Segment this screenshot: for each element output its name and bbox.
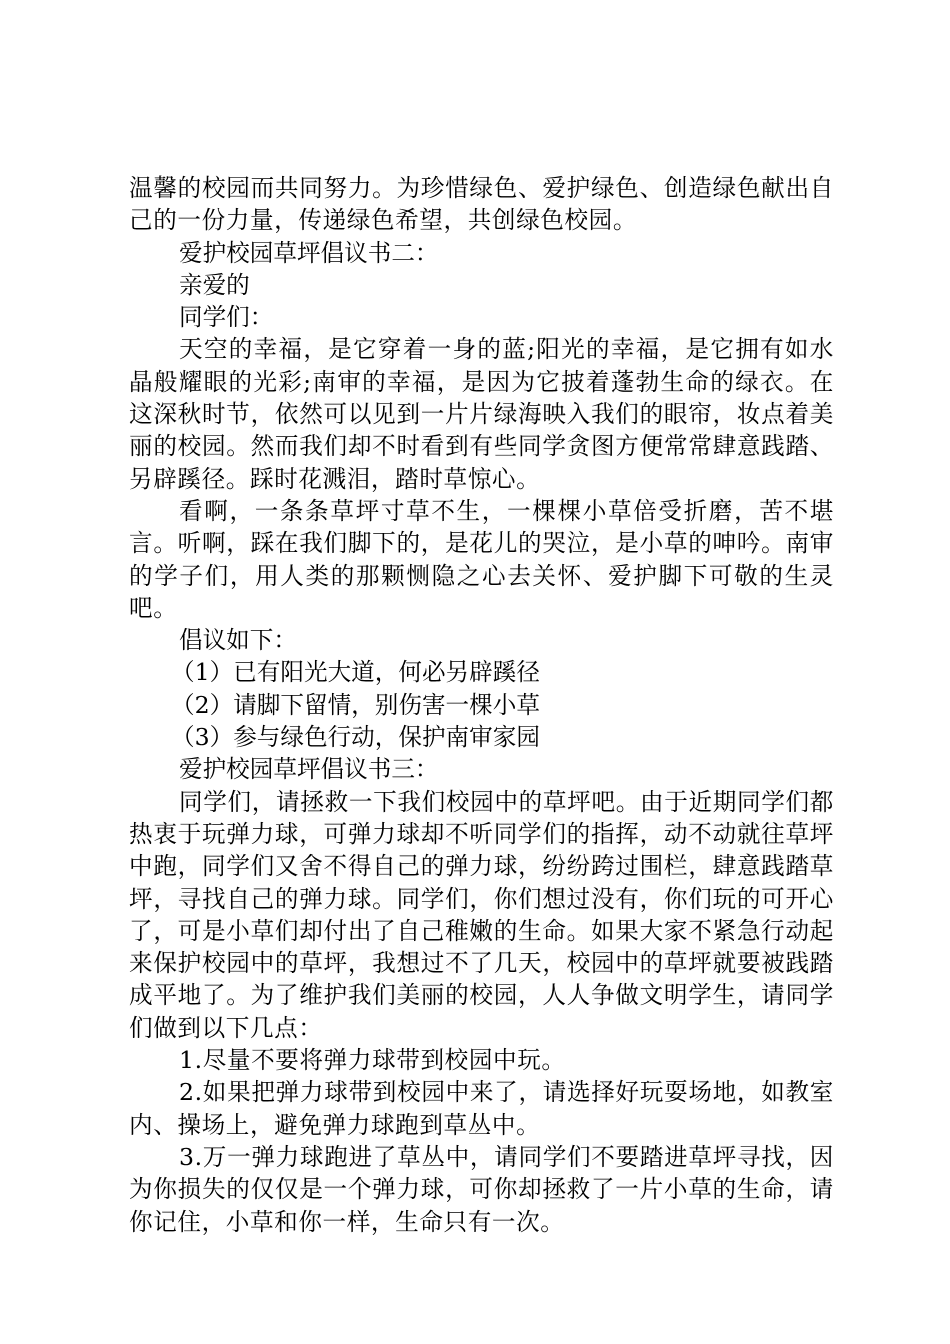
proposal-intro: 倡议如下： [179,626,297,655]
list-item-2: （2）请脚下留情，别伤害一棵小草 [171,690,540,719]
point-2: 2.如果把弹力球带到校园中来了，请选择好玩耍场地，如教室内、操场上，避免弹力球跑到草丛中。 [129,1078,834,1139]
paragraph-rescue-lawn: 同学们，请拯救一下我们校园中的草坪吧。由于近期同学们都热衷于玩弹力球，可弹力球却不听同学们的指挥，动不动就往草坪中跑，同学们又舍不得自己的弹力球，纷纷跨过围栏，肆意践踏草坪，寻找自己的弹力球。同学们，你们想过没有，你们玩的可开心了，可是小草们却付出了自己稚嫩的生命。如果大家不紧急行动起来保护校园中的草坪，我想过不了几天，校园中的草坪就要被践踏成平地了。为了维护我们美丽的校园，人人争做文明学生，请同学们做到以下几点： [129,787,834,1042]
point-3: 3.万一弹力球跑进了草丛中，请同学们不要踏进草坪寻找，因为你损失的仅仅是一个弹力球，可你却拯救了一片小草的生命，请你记住，小草和你一样，生命只有一次。 [129,1142,834,1236]
salutation-line-2: 同学们： [179,303,274,332]
list-item-3: （3）参与绿色行动，保护南审家园 [171,723,540,752]
salutation-line-1: 亲爱的 [179,270,250,299]
list-item-1: （1）已有阳光大道，何必另辟蹊径 [171,658,540,687]
paragraph-1: 温馨的校园而共同努力。为珍惜绿色、爱护绿色、创造绿色献出自己的一份力量，传递绿色希望，共创绿色校园。 [129,174,834,235]
document-body [129,172,834,1238]
heading-proposal-two: 爱护校园草坪倡议书二： [179,238,439,267]
point-1: 1.尽量不要将弹力球带到校园中玩。 [179,1046,566,1075]
paragraph-look: 看啊，一条条草坪寸草不生，一棵棵小草倍受折磨，苦不堪言。听啊，踩在我们脚下的，是花儿的哭泣，是小草的呻吟。南审的学子们，用人类的那颗恻隐之心去关怀、爱护脚下可敬的生灵吧。 [129,496,834,622]
paragraph-sky-happiness: 天空的幸福，是它穿着一身的蓝;阳光的幸福，是它拥有如水晶般耀眼的光彩;南审的幸福，是因为它披着蓬勃生命的绿衣。在这深秋时节，依然可以见到一片片绿海映入我们的眼帘，妆点着美丽的校园。然而我们却不时看到有些同学贪图方便常常肆意践踏、另辟蹊径。踩时花溅泪，踏时草惊心。 [129,335,834,493]
heading-proposal-three: 爱护校园草坪倡议书三： [179,755,439,784]
